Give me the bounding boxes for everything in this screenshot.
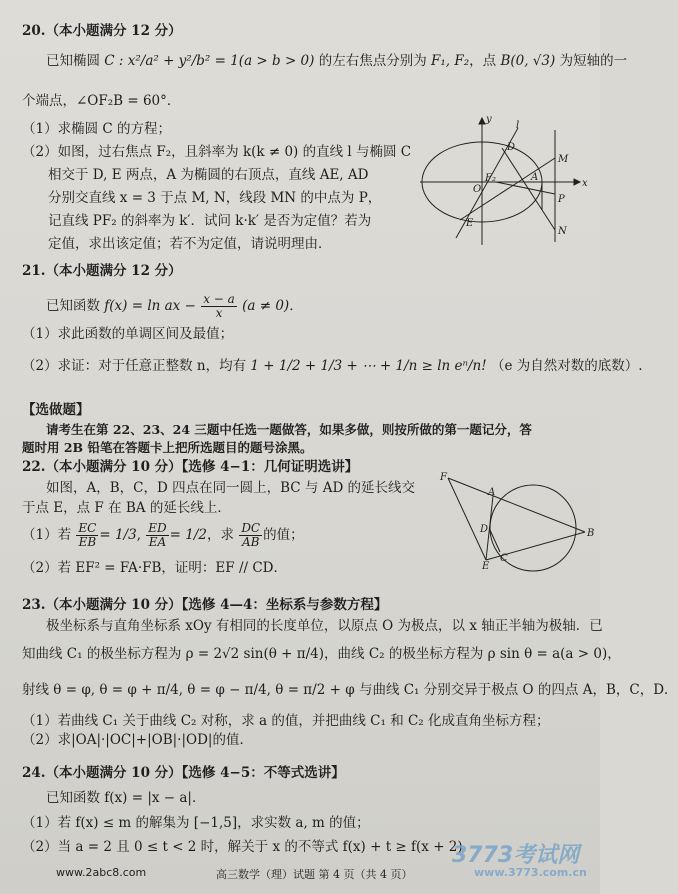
q20-part2-line1: （2）如图，过右焦点 F₂，且斜率为 k(k ≠ 0) 的直线 l 与椭圆 C — [22, 144, 412, 160]
fig20-label-a: A — [531, 172, 539, 183]
fig20-label-p: P — [558, 194, 565, 205]
q24-heading: 24.（本小题满分 10 分）【选修 4−5：不等式选讲】 — [22, 765, 345, 781]
q23-line3: 射线 θ = φ, θ = φ + π/4, θ = φ − π/4, θ = π/2 + φ 与曲线 C₁ 分别交异于极点 O 的四点 A，B，C，D． — [22, 682, 678, 698]
q21-part2: （2）求证：对于任意正整数 n，均有 1 + 1/2 + 1/3 + ⋯ + 1/n ≥ ln eⁿ/n! （e 为自然对数的底数）. — [22, 358, 643, 374]
q23-part2: （2）求|OA|·|OC|+|OB|·|OD|的值． — [22, 732, 253, 748]
q20-part2-line2: 相交于 D, E 两点，A 为椭圆的右顶点，直线 AE, AD — [48, 167, 369, 183]
fig22-label-a: A — [488, 487, 496, 498]
q20-figure — [420, 110, 592, 245]
fig20-label-f2: F₂ — [485, 173, 496, 184]
fig20-label-n: N — [558, 226, 567, 237]
fig20-label-m: M — [558, 154, 569, 165]
q22-part1: （1）若 $\frac{EC}{EB}$ = 1/3, $\frac{ED}{EA}$ = 1/2，求 $\frac{DC}{AB}$ 的值； — [22, 521, 304, 549]
q21-line1: 已知函数 f(x) = ln ax − $\frac{x - a}{x}$ (a ≠ 0)． — [46, 292, 303, 320]
q20-part2-line4: 记直线 PF₂ 的斜率为 k′．试问 k·k′ 是否为定值？若为 — [48, 213, 372, 229]
q21-inequality: 1 + 1/2 + 1/3 + ⋯ + 1/n ≥ ln eⁿ/n! — [250, 358, 487, 374]
q22-line2: 于点 E，点 F 在 BA 的延长线上． — [22, 500, 231, 516]
q21-part1: （1）求此函数的单调区间及最值； — [22, 326, 234, 342]
q23-line1: 极坐标系与直角坐标系 xOy 有相同的长度单位，以原点 O 为极点，以 x 轴正半轴为极轴．已 — [46, 618, 603, 634]
q24-line1: 已知函数 f(x) = |x − a|． — [46, 790, 206, 806]
q20-part2-line5: 定值，求出该定值；若不为定值，请说明理由． — [48, 236, 332, 252]
fig22-label-c: C — [500, 553, 508, 564]
watermark-url: www.3773.com.cn — [474, 866, 587, 879]
q24-part2: （2）当 a = 2 且 0 ≤ t < 2 时，解关于 x 的不等式 f(x) + t ≥ f(x + 2) — [22, 839, 463, 855]
footer-site: www.2abc8.com — [56, 866, 147, 879]
fig20-label-d: D — [507, 142, 516, 153]
q22-figure — [438, 470, 596, 570]
q24-part1: （1）若 f(x) ≤ m 的解集为 [−1,5]，求实数 a, m 的值； — [22, 815, 370, 831]
q20-line2: 个端点，∠OF₂B = 60°． — [22, 93, 181, 109]
x-axis-arrow — [574, 179, 580, 185]
ellipse-equation: C : x²/a² + y²/b² = 1(a > b > 0) — [104, 53, 315, 69]
q22-heading: 22.（本小题满分 10 分）【选修 4−1：几何证明选讲】 — [22, 459, 359, 475]
elective-instruction-2: 题时用 2B 铅笔在答题卡上把所选题目的题号涂黑。 — [22, 440, 313, 455]
fig22-label-f: F — [440, 472, 447, 483]
elective-instruction-1: 请考生在第 22、23、24 三题中任选一题做答，如果多做，则按所做的第一题记分，答 — [46, 422, 532, 437]
q21-heading: 21.（本小题满分 12 分） — [22, 263, 182, 279]
q23-heading: 23.（本小题满分 10 分）【选修 4—4：坐标系与参数方程】 — [22, 597, 388, 613]
fig20-label-y: y — [486, 114, 492, 125]
fig20-label-x: x — [582, 178, 588, 189]
elective-heading: 【选做题】 — [22, 402, 90, 418]
fig20-label-o: O — [473, 184, 482, 195]
q22-part2: （2）若 EF² = FA·FB，证明：EF // CD． — [22, 560, 287, 576]
footer-page-number: 高三数学（理）试题 第 4 页（共 4 页） — [216, 868, 413, 881]
fig20-label-l: l — [516, 120, 520, 131]
q20-part2-line3: 分别交直线 x = 3 于点 M, N，线段 MN 的中点为 P， — [48, 190, 382, 206]
q22-line1: 如图，A，B，C，D 四点在同一圆上，BC 与 AD 的延长线交 — [46, 480, 416, 496]
q20-heading: 20.（本小题满分 12 分） — [22, 23, 182, 39]
fig20-label-e: E — [466, 218, 474, 229]
fig22-label-d: D — [480, 524, 489, 535]
line-fb — [448, 478, 585, 532]
fig22-label-b: B — [587, 528, 595, 539]
q23-line2: 知曲线 C₁ 的极坐标方程为 ρ = 2√2 sin(θ + π/4)，曲线 C₂ 的极坐标方程为 ρ sin θ = a(a > 0)， — [22, 646, 621, 662]
q23-part1: （1）若曲线 C₁ 关于曲线 C₂ 对称，求 a 的值，并把曲线 C₁ 和 C₂ 化成直角坐标方程； — [22, 713, 550, 729]
q20-line1: 已知椭圆 C : x²/a² + y²/b² = 1(a > b > 0) 的左右焦点分别为 F₁, F₂，点 B(0, √3) 为短轴的一 — [46, 53, 628, 69]
watermark-logo: 3773考试网 — [452, 843, 580, 868]
q20-part1: （1）求椭圆 C 的方程； — [22, 121, 172, 137]
y-axis-arrow — [479, 118, 485, 124]
fig22-label-e: E — [482, 561, 490, 572]
